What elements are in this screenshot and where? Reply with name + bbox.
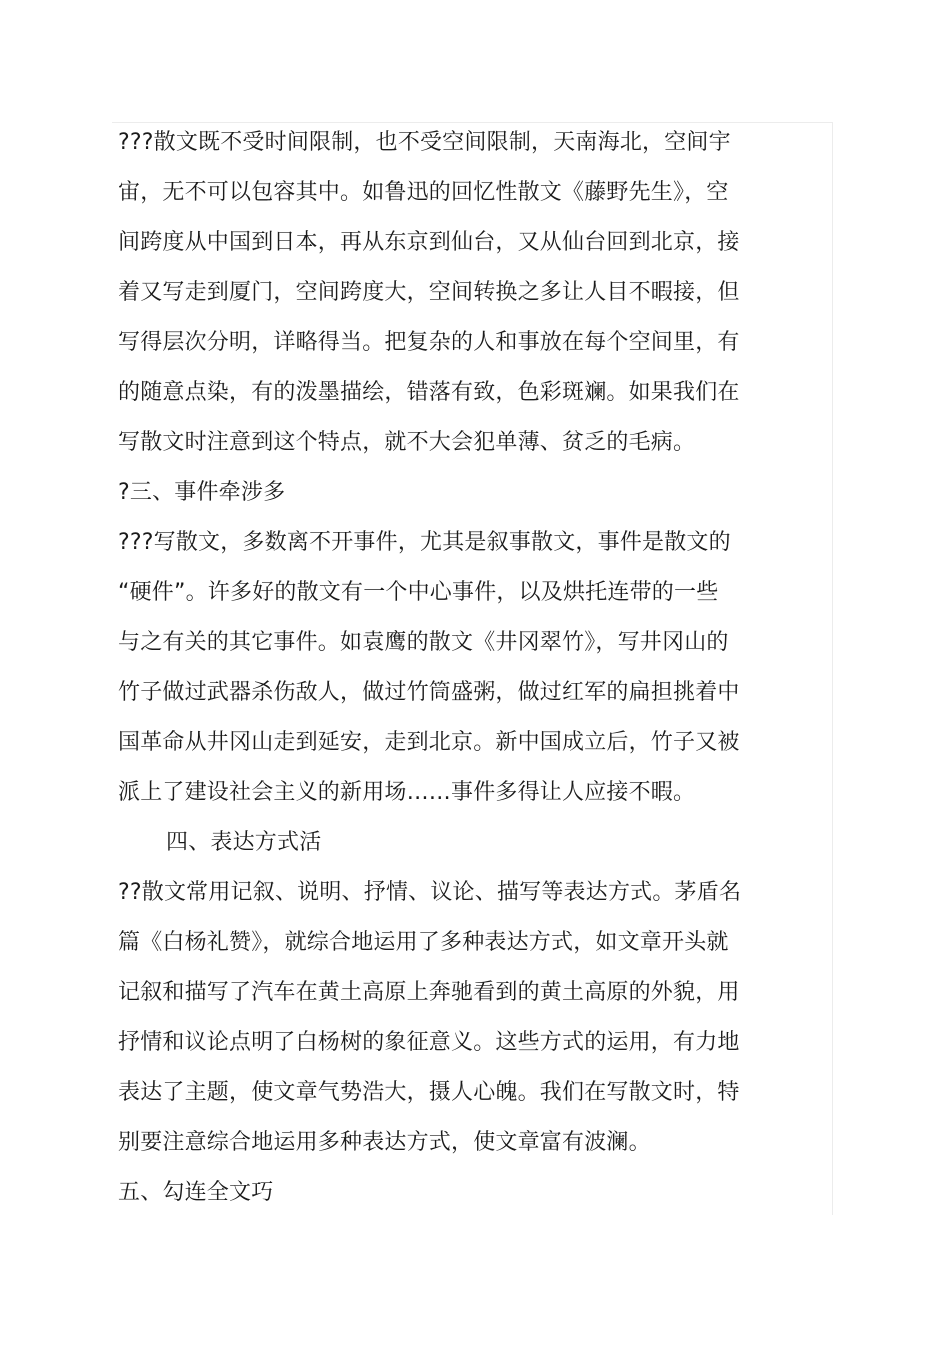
paragraph-line: 派上了建设社会主义的新用场……事件多得让人应接不暇。 <box>118 780 696 805</box>
section-heading: ?三、事件牵涉多 <box>118 480 286 505</box>
paragraph-line: “硬件”。许多好的散文有一个中心事件，以及烘托连带的一些 <box>118 580 719 605</box>
paragraph-line: 写得层次分明，详略得当。把复杂的人和事放在每个空间里，有 <box>118 330 740 355</box>
paragraph-line: 表达了主题，使文章气势浩大，摄人心魄。我们在写散文时，特 <box>118 1080 740 1105</box>
paragraph-line: ???散文既不受时间限制，也不受空间限制，天南海北，空间宇 <box>118 130 731 155</box>
paragraph-line: 着又写走到厦门，空间跨度大，空间转换之多让人目不暇接，但 <box>118 280 740 305</box>
paragraph-line: 与之有关的其它事件。如袁鹰的散文《井冈翠竹》，写井冈山的 <box>118 630 729 655</box>
paragraph-line: 国革命从井冈山走到延安，走到北京。新中国成立后，竹子又被 <box>118 730 740 755</box>
paragraph-line: 间跨度从中国到日本，再从东京到仙台，又从仙台回到北京，接 <box>118 230 740 255</box>
paragraph-line: 竹子做过武器杀伤敌人，做过竹筒盛粥，做过红军的扁担挑着中 <box>118 680 740 705</box>
paragraph-line: 宙，无不可以包容其中。如鲁迅的回忆性散文《藤野先生》，空 <box>118 180 729 205</box>
paragraph-line: 抒情和议论点明了白杨树的象征意义。这些方式的运用，有力地 <box>118 1030 740 1055</box>
paragraph-line: 写散文时注意到这个特点，就不大会犯单薄、贫乏的毛病。 <box>118 430 696 455</box>
paragraph-line: ??散文常用记叙、说明、抒情、议论、描写等表达方式。茅盾名 <box>118 880 742 905</box>
section-heading: 五、勾连全文巧 <box>118 1180 274 1205</box>
document-body <box>118 118 778 1218</box>
paragraph-line: 记叙和描写了汽车在黄土高原上奔驰看到的黄土高原的外貌，用 <box>118 980 740 1005</box>
paragraph-line: 的随意点染，有的泼墨描绘，错落有致，色彩斑斓。如果我们在 <box>118 380 740 405</box>
paragraph-line: ???写散文，多数离不开事件，尤其是叙事散文，事件是散文的 <box>118 530 731 555</box>
section-heading: 四、表达方式活 <box>166 830 322 855</box>
paragraph-line: 篇《白杨礼赞》，就综合地运用了多种表达方式，如文章开头就 <box>118 930 729 955</box>
paragraph-line: 别要注意综合地运用多种表达方式，使文章富有波澜。 <box>118 1130 651 1155</box>
